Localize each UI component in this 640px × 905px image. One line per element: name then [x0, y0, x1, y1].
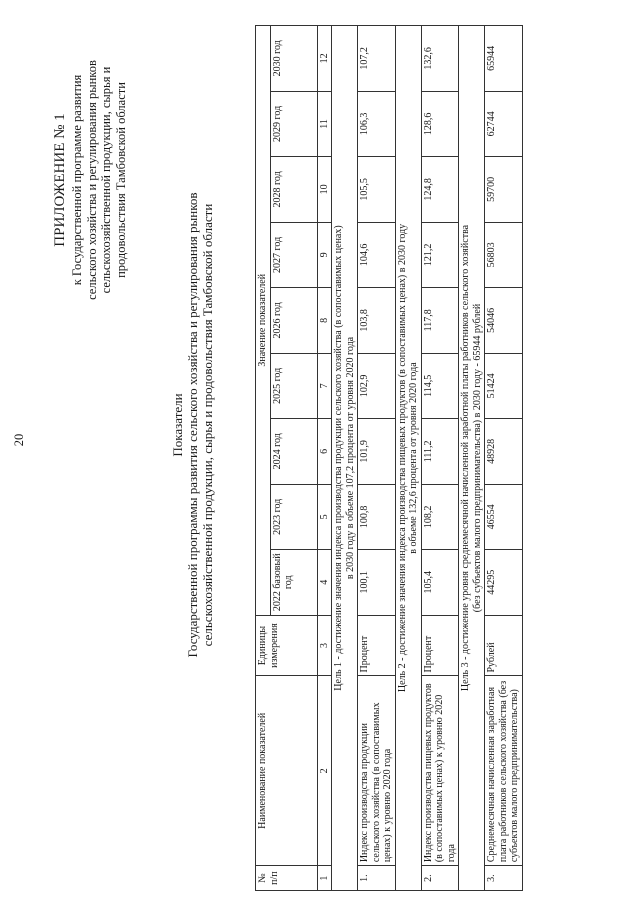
appendix-line: сельскохозяйственной продукции, сырья и [99, 66, 113, 294]
row-value: 107,2 [358, 26, 396, 92]
header-year: 2022 базовый год [270, 550, 317, 615]
row-value: 105,5 [358, 157, 396, 222]
row-value: 128,6 [421, 91, 459, 156]
column-numbers-row [317, 26, 332, 891]
row-value: 101,9 [358, 419, 396, 484]
header-year: 2027 год [270, 222, 317, 287]
page-number: 20 [12, 433, 26, 447]
header-year: 2025 год [270, 353, 317, 418]
appendix-title: ПРИЛОЖЕНИЕ № 1 [52, 113, 68, 247]
header-row [256, 26, 271, 891]
appendix-block [50, 20, 128, 340]
goal-text [459, 26, 485, 891]
table-row [485, 26, 523, 891]
row-value: 114,5 [421, 353, 459, 418]
col-number: 4 [317, 550, 332, 615]
col-number: 7 [317, 353, 332, 418]
row-value: 111,2 [421, 419, 459, 484]
table-row [358, 26, 396, 891]
row-name: Среднемесячная начисленная заработная плата работников сельского хозяйства (без субъектов малого предпринимательства) [485, 676, 523, 866]
goal-line: в объеме 132,6 процента от уровня 2020 года [408, 362, 419, 554]
goal-line: Цель 1 - достижение значения индекса производства продукции сельского хозяйства (в сопоставимых ценах) [333, 225, 344, 691]
document-title [170, 35, 215, 815]
row-unit: Рублей [485, 615, 523, 676]
row-value: 46554 [485, 484, 523, 549]
row-unit: Процент [358, 615, 396, 676]
row-value: 108,2 [421, 484, 459, 549]
header-num: № п/п [256, 866, 318, 891]
row-value: 56803 [485, 222, 523, 287]
col-number: 12 [317, 26, 332, 92]
indicators-table [255, 25, 523, 891]
appendix-line: к Государственной программе развития [70, 74, 84, 286]
row-value: 65944 [485, 26, 523, 92]
row-unit: Процент [421, 615, 459, 676]
col-number: 3 [317, 615, 332, 676]
header-year: 2030 год [270, 26, 317, 92]
table-row [421, 26, 459, 891]
row-value: 100,1 [358, 550, 396, 615]
row-value: 103,8 [358, 288, 396, 353]
goal-line: (без субъектов малого предпринимательства) в 2030 году - 65944 рублей [471, 303, 483, 613]
header-year: 2023 год [270, 484, 317, 549]
col-number: 1 [317, 866, 332, 891]
row-value: 105,4 [421, 550, 459, 615]
row-value: 51424 [485, 353, 523, 418]
row-name: Индекс производства пищевых продуктов (в сопоставимых ценах) к уровню 2020 года [421, 676, 459, 866]
row-num: 3. [485, 866, 523, 891]
header-year: 2028 год [270, 157, 317, 222]
header-unit: Единицы измерения [256, 615, 318, 676]
col-number: 5 [317, 484, 332, 549]
col-number: 2 [317, 676, 332, 866]
col-number: 10 [317, 157, 332, 222]
row-value: 44295 [485, 550, 523, 615]
header-values-group: Значение показателей [256, 26, 271, 616]
goal-text [332, 26, 358, 891]
row-value: 59700 [485, 157, 523, 222]
row-value: 102,9 [358, 353, 396, 418]
header-year: 2029 год [270, 91, 317, 156]
row-value: 104,6 [358, 222, 396, 287]
title-line: сельскохозяйственной продукции, сырья и продовольствия Тамбовской области [200, 203, 215, 647]
col-number: 8 [317, 288, 332, 353]
row-name: Индекс производства продукции сельского хозяйства (в сопоставимых ценах) к уровню 2020 года [358, 676, 396, 866]
col-number: 9 [317, 222, 332, 287]
row-value: 121,2 [421, 222, 459, 287]
row-value: 117,8 [421, 288, 459, 353]
row-value: 48928 [485, 419, 523, 484]
row-num: 2. [421, 866, 459, 891]
goal-line: в 2030 году в объеме 107,2 процента от уровня 2020 года [344, 336, 356, 580]
goal-row [395, 26, 421, 891]
header-year: 2026 год [270, 288, 317, 353]
goal-line: Цель 3 - достижение уровня среднемесячной начисленной заработной платы работников сельского хозяйства [460, 224, 471, 692]
goal-row [459, 26, 485, 891]
row-value: 100,8 [358, 484, 396, 549]
row-value: 106,3 [358, 91, 396, 156]
goal-row [332, 26, 358, 891]
appendix-line: сельского хозяйства и регулирования рынков [84, 60, 99, 300]
row-value: 62744 [485, 91, 523, 156]
row-num: 1. [358, 866, 396, 891]
title-heading: Показатели [170, 393, 185, 457]
appendix-line: продовольствия Тамбовской области [113, 82, 128, 278]
row-value: 124,8 [421, 157, 459, 222]
goal-line: Цель 2 - достижение значения индекса производства пищевых продуктов (в сопоставимых ценах) в 2030 году [396, 223, 408, 693]
goal-text [395, 26, 421, 891]
row-value: 54046 [485, 288, 523, 353]
col-number: 11 [317, 91, 332, 156]
header-year: 2024 год [270, 419, 317, 484]
header-name: Наименование показателей [256, 676, 318, 866]
col-number: 6 [317, 419, 332, 484]
row-value: 132,6 [421, 26, 459, 92]
title-line: Государственной программы развития сельского хозяйства и регулирования рынков [185, 192, 200, 658]
